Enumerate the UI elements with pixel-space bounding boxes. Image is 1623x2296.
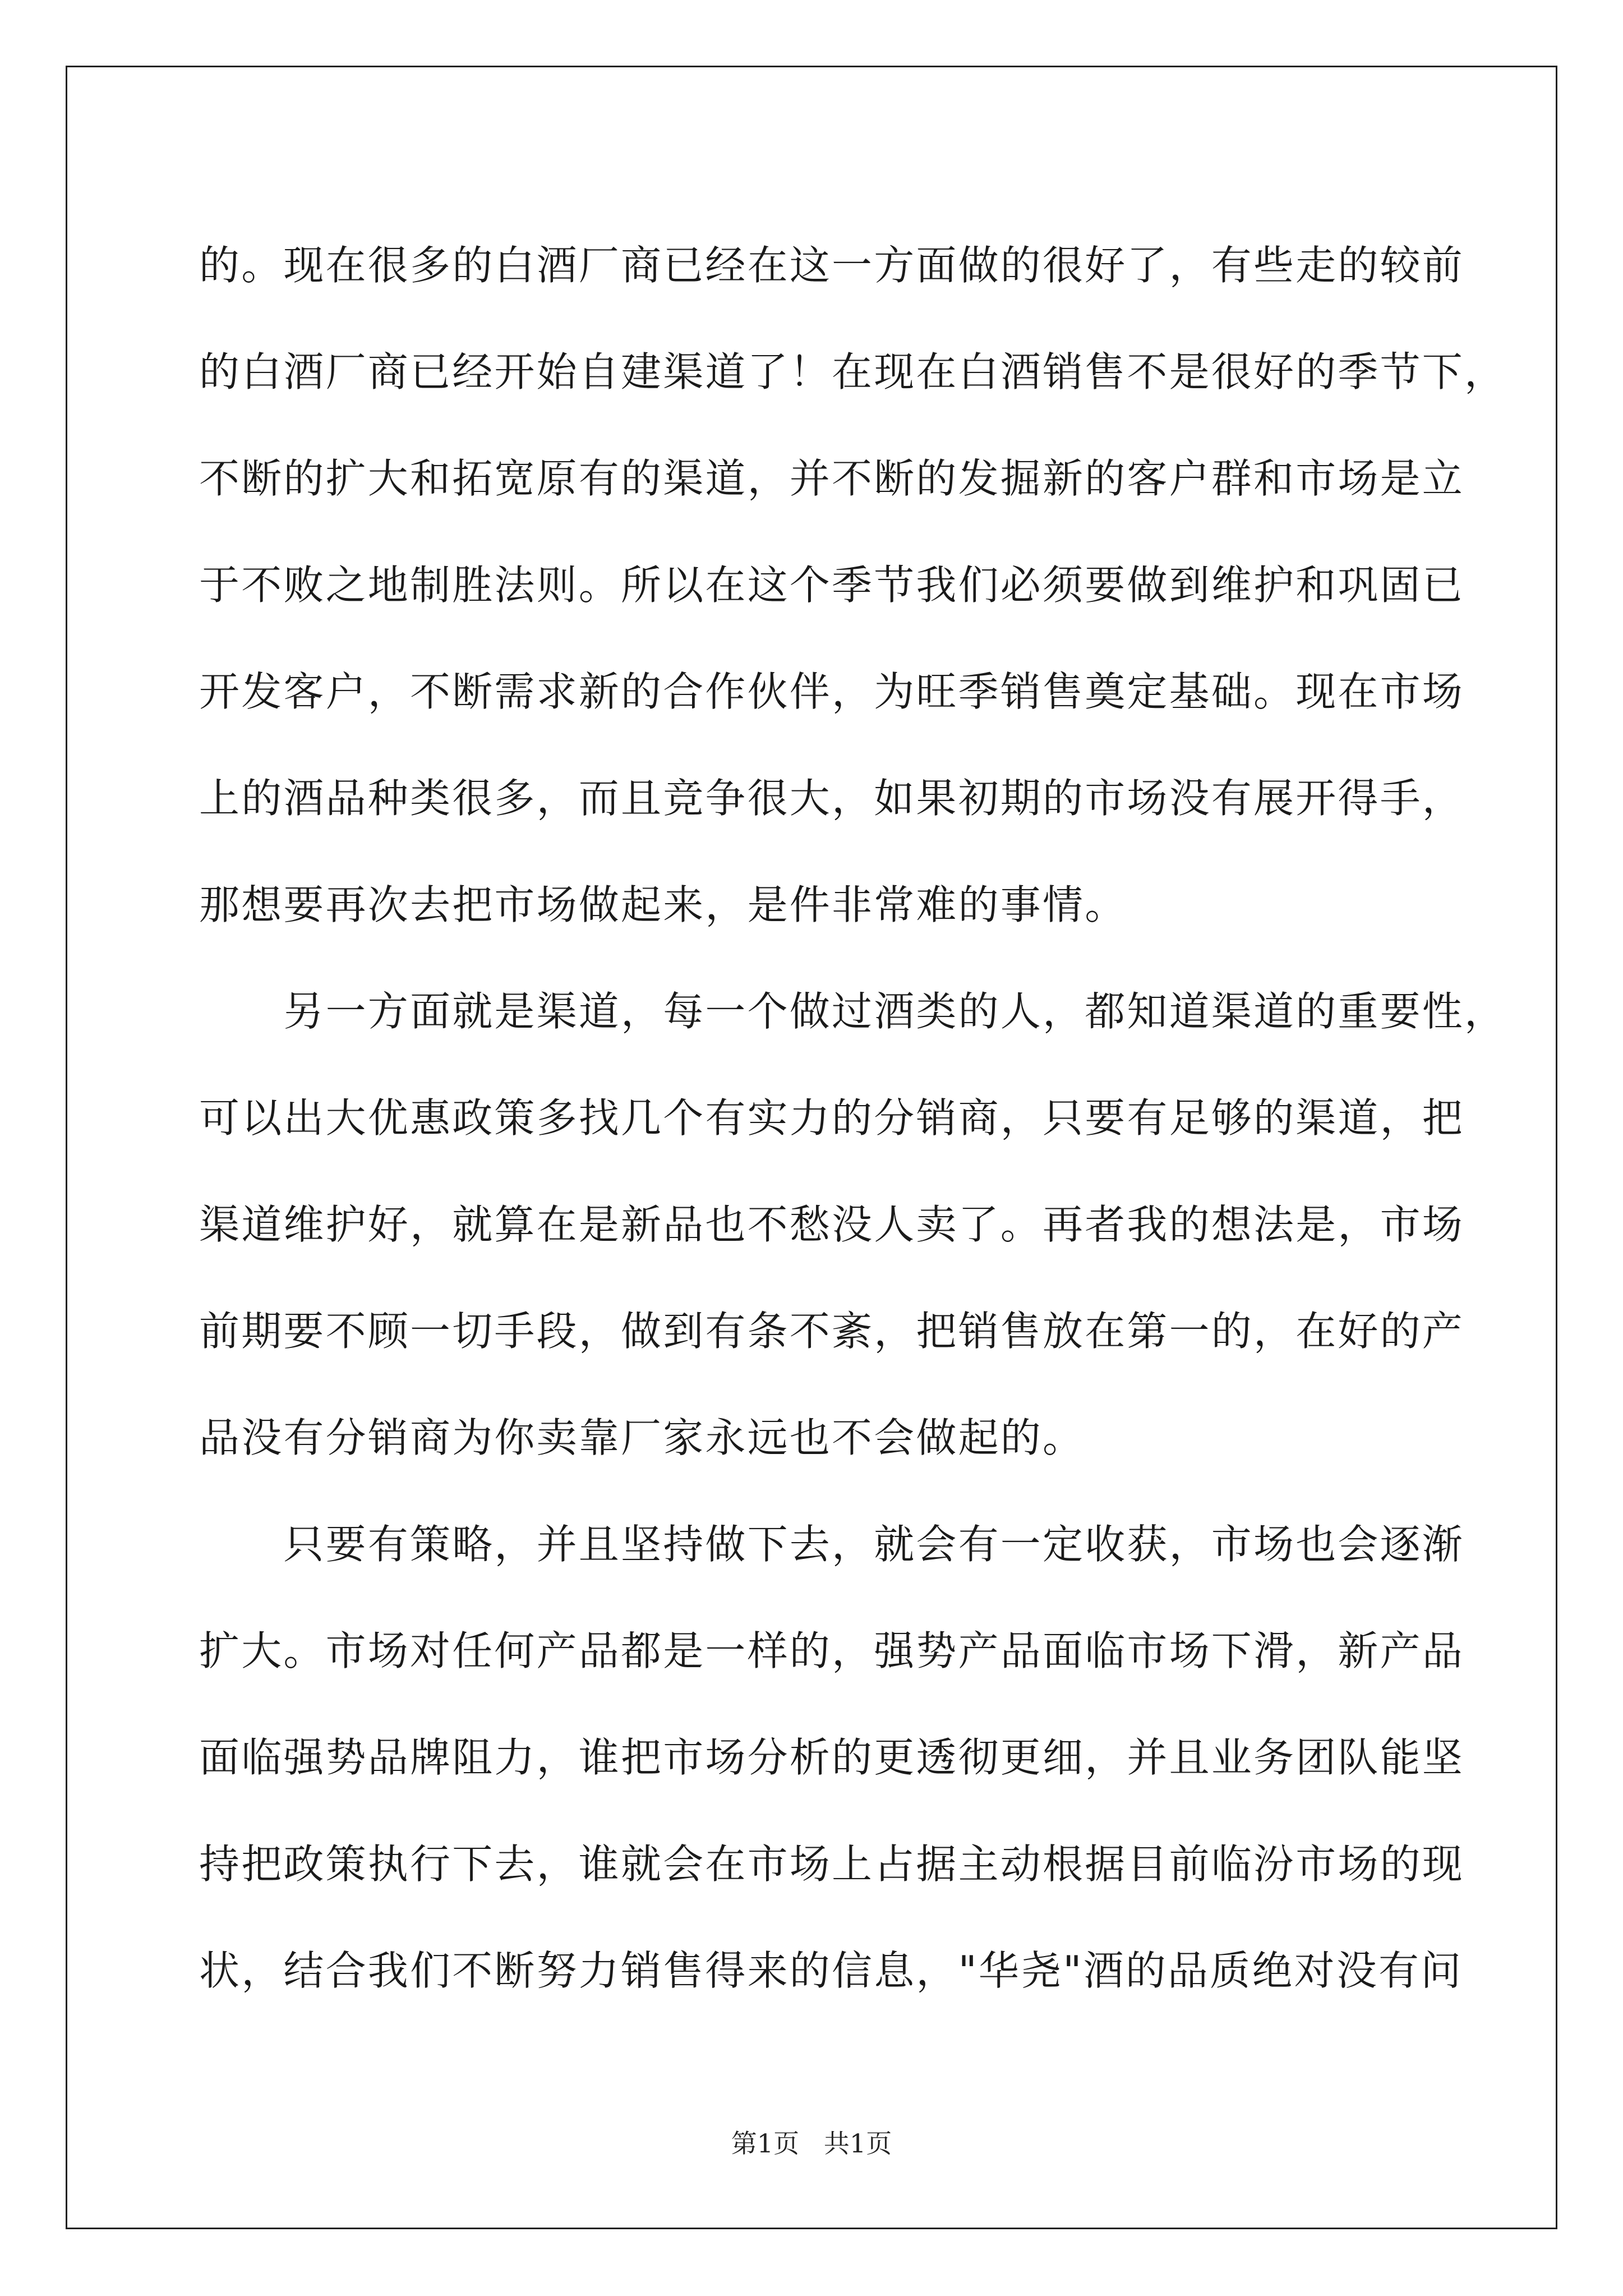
paragraph-first-line: 只要有策略，并且坚持做下去，就会有一定收获，市场也会逐渐 [199, 1521, 1465, 1568]
text-line: 那想要再次去把市场做起来，是件非常难的事情。 [199, 881, 1127, 928]
text-line: 不断的扩大和拓宽原有的渠道，并不断的发掘新的客户群和市场是立 [199, 455, 1465, 502]
text-line: 扩大。市场对任何产品都是一样的，强势产品面临市场下滑，新产品 [199, 1627, 1465, 1674]
text-line: 于不败之地制胜法则。所以在这个季节我们必须要做到维护和巩固已 [199, 562, 1465, 609]
text-line: 的白酒厂商已经开始自建渠道了！在现在白酒销售不是很好的季节下， [199, 348, 1507, 395]
text-line: 品没有分销商为你卖靠厂家永远也不会做起的。 [199, 1414, 1085, 1461]
text-line: 开发客户，不断需求新的合作伙伴，为旺季销售奠定基础。现在市场 [199, 668, 1465, 715]
text-line: 状，结合我们不断努力销售得来的信息，"华尧"酒的品质绝对没有问 [199, 1947, 1463, 1994]
document-body [199, 212, 1507, 2024]
text-line: 的。现在很多的白酒厂商已经在这一方面做的很好了，有些走的较前 [199, 242, 1465, 289]
paragraph-first-line: 另一方面就是渠道，每一个做过酒类的人，都知道渠道的重要性， [199, 988, 1507, 1035]
text-line: 上的酒品种类很多，而且竞争很大，如果初期的市场没有展开得手， [199, 775, 1465, 822]
page-number-footer: 第1页 共1页 [731, 2128, 892, 2159]
text-line: 前期要不顾一切手段，做到有条不紊，把销售放在第一的，在好的产 [199, 1308, 1465, 1355]
text-line: 可以出大优惠政策多找几个有实力的分销商，只要有足够的渠道，把 [199, 1094, 1465, 1142]
text-line: 渠道维护好，就算在是新品也不愁没人卖了。再者我的想法是，市场 [199, 1201, 1465, 1248]
text-line: 面临强势品牌阻力，谁把市场分析的更透彻更细，并且业务团队能坚 [199, 1734, 1465, 1781]
text-line: 持把政策执行下去，谁就会在市场上占据主动根据目前临汾市场的现 [199, 1841, 1465, 1888]
